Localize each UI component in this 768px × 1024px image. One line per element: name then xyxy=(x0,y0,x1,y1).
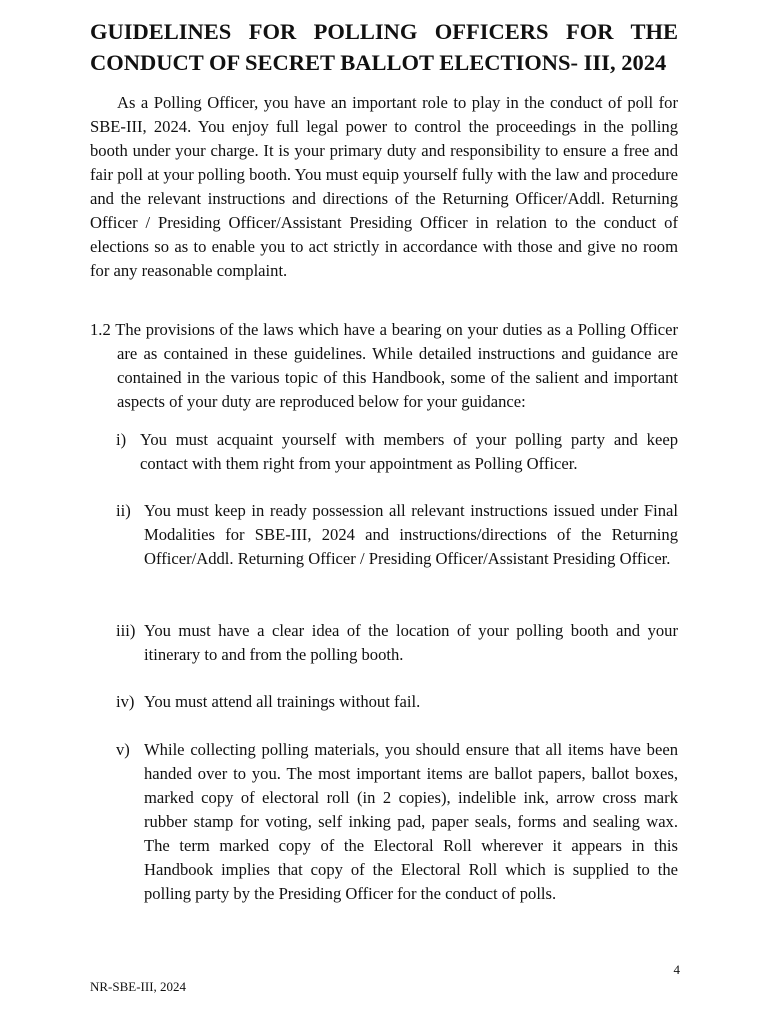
section-number: 1.2 xyxy=(90,320,111,339)
list-item-text: You must attend all trainings without fail. xyxy=(144,692,421,711)
section-text: The provisions of the laws which have a bearing on your duties as a Polling Officer are as contained in these guidelines. While detailed instructions and guidance are contained in the various topic of this Handbook, some of the salient and important aspects of your duty are reproduced below for your guidance: xyxy=(115,320,678,411)
page-title: GUIDELINES FOR POLLING OFFICERS FOR THE CONDUCT OF SECRET BALLOT ELECTIONS- III, 2024 xyxy=(90,19,678,75)
list-item-number: iii) xyxy=(116,621,136,640)
list-item-text: You must keep in ready possession all relevant instructions issued under Final Modalities for SBE-III, 2024 and instructions/directions of the Returning Officer/Addl. Returning Officer / Presiding Officer/Assistant Presiding Officer. xyxy=(144,501,678,568)
list-item-number: ii) xyxy=(116,501,131,520)
footer-text: NR-SBE-III, 2024 xyxy=(90,979,187,994)
section-1-2-paragraph xyxy=(90,318,678,414)
list-item-number: i) xyxy=(116,430,127,449)
list-item-number: iv) xyxy=(116,692,135,711)
list-item-text: You must have a clear idea of the location of your polling booth and your itinerary to and from the polling booth. xyxy=(144,621,678,664)
list-item-text: While collecting polling materials, you should ensure that all items have been handed over to you. The most important items are ballot papers, ballot boxes, marked copy of electoral roll (in 2 copies), indelible ink, arrow cross mark rubber stamp for voting, self inking pad, paper seals, forms and sealing wax. The term marked copy of the Electoral Roll wherever it appears in this Handbook implies that copy of the Electoral Roll which is supplied to the polling party by the Presiding Officer for the conduct of polls. xyxy=(144,740,678,903)
page-number: 4 xyxy=(673,962,680,977)
intro-paragraph: As a Polling Officer, you have an important role to play in the conduct of poll for SBE-III, 2024. You enjoy full legal power to control the proceedings in the polling booth under your charge. It is your primary duty and responsibility to ensure a free and fair poll at your polling booth. You must equip yourself fully with the law and procedure and the relevant instructions and directions of the Returning Officer/Addl. Returning Officer / Presiding Officer/Assistant Presiding Officer in relation to the conduct of elections so as to enable you to act strictly in accordance with those and give no room for any reasonable complaint. xyxy=(90,93,678,280)
list-item-number: v) xyxy=(116,740,130,759)
list-item-text: You must acquaint yourself with members of your polling party and keep contact with them right from your appointment as Polling Officer. xyxy=(140,430,678,473)
